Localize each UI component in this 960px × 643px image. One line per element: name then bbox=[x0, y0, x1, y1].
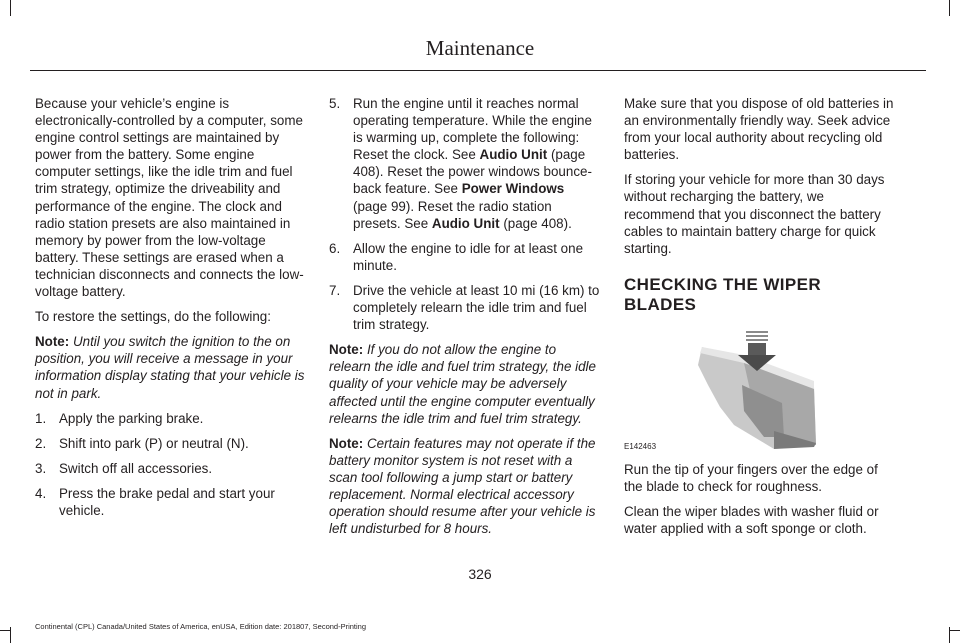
step-number: 3. bbox=[35, 460, 47, 476]
wiper-blade-illustration bbox=[624, 325, 896, 451]
step-number: 4. bbox=[35, 485, 47, 501]
step-text: Allow the engine to idle for at least one minute. bbox=[353, 240, 584, 273]
figure-code: E142463 bbox=[624, 441, 657, 451]
page-number: 326 bbox=[468, 566, 492, 582]
crop-mark bbox=[10, 627, 11, 643]
list-item bbox=[35, 435, 307, 452]
paragraph: To restore the settings, do the following: bbox=[35, 309, 271, 325]
step-text: Switch off all accessories. bbox=[59, 460, 213, 476]
step-text: Drive the vehicle at least 10 mi (16 km) to completely relearn the idle trim and fuel trim strategy. bbox=[353, 282, 600, 333]
paragraph: Because your vehicle’s engine is electronically-controlled by a computer, some engine control settings are maintained by power from the battery. Some engine computer settings, like the idle trim and fuel trim strategy, optimize the driveability and performance of the engine. The clock and radio station presets are also maintained in memory by power from the low-voltage battery. These settings are erased when a technician disconnects and connects the low-voltage battery. bbox=[35, 96, 304, 300]
footer-edition: Continental (CPL) Canada/United States of America, enUSA, Edition date: 201807, Second-Printing bbox=[35, 622, 367, 631]
list-item bbox=[329, 240, 601, 274]
note-text: If you do not allow the engine to relearn the idle and fuel trim strategy, the idle quality of your vehicle may be adversely affected until the engine computer eventually relearns the idle trim and fuel trim strategy. bbox=[329, 342, 596, 426]
note bbox=[329, 341, 601, 426]
note-label: Note: bbox=[329, 435, 364, 451]
note-label: Note: bbox=[329, 342, 364, 358]
cross-reference-link[interactable]: Power Windows bbox=[461, 181, 565, 197]
column-1 bbox=[35, 95, 307, 527]
column-3 bbox=[624, 95, 896, 545]
list-item bbox=[35, 410, 307, 427]
paragraph: Make sure that you dispose of old batteries in an environmentally friendly way. Seek advice from your local authority about recycling old batteries. bbox=[624, 96, 894, 163]
step-number: 1. bbox=[35, 410, 47, 426]
header-rule bbox=[30, 70, 926, 71]
step-text: Press the brake pedal and start your vehicle. bbox=[59, 485, 275, 518]
page-title: Maintenance bbox=[425, 36, 535, 60]
step-number: 7. bbox=[329, 282, 341, 298]
step-number: 2. bbox=[35, 435, 47, 451]
note bbox=[35, 333, 307, 401]
cross-reference-link[interactable]: Audio Unit bbox=[479, 147, 548, 163]
arrow-stripe bbox=[746, 331, 768, 333]
arrow-shaft bbox=[748, 343, 766, 355]
step-text: (page 99). Reset the radio station presets. See bbox=[353, 198, 552, 231]
column-2 bbox=[329, 95, 601, 545]
arrow-stripe bbox=[746, 339, 768, 341]
crop-mark bbox=[0, 630, 10, 631]
step-text: Shift into park (P) or neutral (N). bbox=[59, 435, 249, 451]
list-item bbox=[329, 95, 601, 232]
list-item bbox=[35, 485, 307, 519]
note-label: Note: bbox=[35, 334, 70, 350]
note-text: Until you switch the ignition to the on position, you will receive a message in your information display stating that your vehicle is not in park. bbox=[35, 334, 305, 401]
steps-list bbox=[329, 95, 601, 333]
crop-mark bbox=[10, 0, 11, 16]
crop-mark bbox=[950, 630, 960, 631]
step-text: (page 408). bbox=[499, 215, 572, 231]
wiper-blade-figure bbox=[624, 325, 896, 451]
list-item bbox=[35, 460, 307, 477]
note-text: Certain features may not operate if the battery monitor system is not reset with a scan tool following a jump start or battery replacement. Normal electrical accessory operation should resume after your vehicle is left undisturbed for 8 hours. bbox=[329, 435, 596, 537]
section-heading: CHECKING THE WIPER BLADES bbox=[624, 274, 822, 314]
list-item bbox=[329, 282, 601, 333]
steps-list bbox=[35, 410, 307, 519]
step-text: (page 408). Reset the power windows bounce-back feature. See bbox=[353, 147, 592, 197]
step-number: 6. bbox=[329, 240, 341, 256]
note bbox=[329, 435, 601, 538]
arrow-stripe bbox=[746, 335, 768, 337]
step-text: Run the engine until it reaches normal operating temperature. While the engine is warming up, complete the following: Reset the clock. See bbox=[353, 96, 592, 163]
crop-mark bbox=[949, 0, 950, 16]
step-number: 5. bbox=[329, 96, 341, 111]
step-text: Apply the parking brake. bbox=[59, 410, 204, 426]
paragraph: Clean the wiper blades with washer fluid or water applied with a soft sponge or cloth. bbox=[624, 504, 879, 537]
paragraph: If storing your vehicle for more than 30 days without recharging the battery, we recommend that you disconnect the battery cables to maintain battery charge for quick starting. bbox=[624, 172, 885, 256]
cross-reference-link[interactable]: Audio Unit bbox=[431, 215, 500, 231]
paragraph: Run the tip of your fingers over the edge of the blade to check for roughness. bbox=[624, 461, 878, 494]
